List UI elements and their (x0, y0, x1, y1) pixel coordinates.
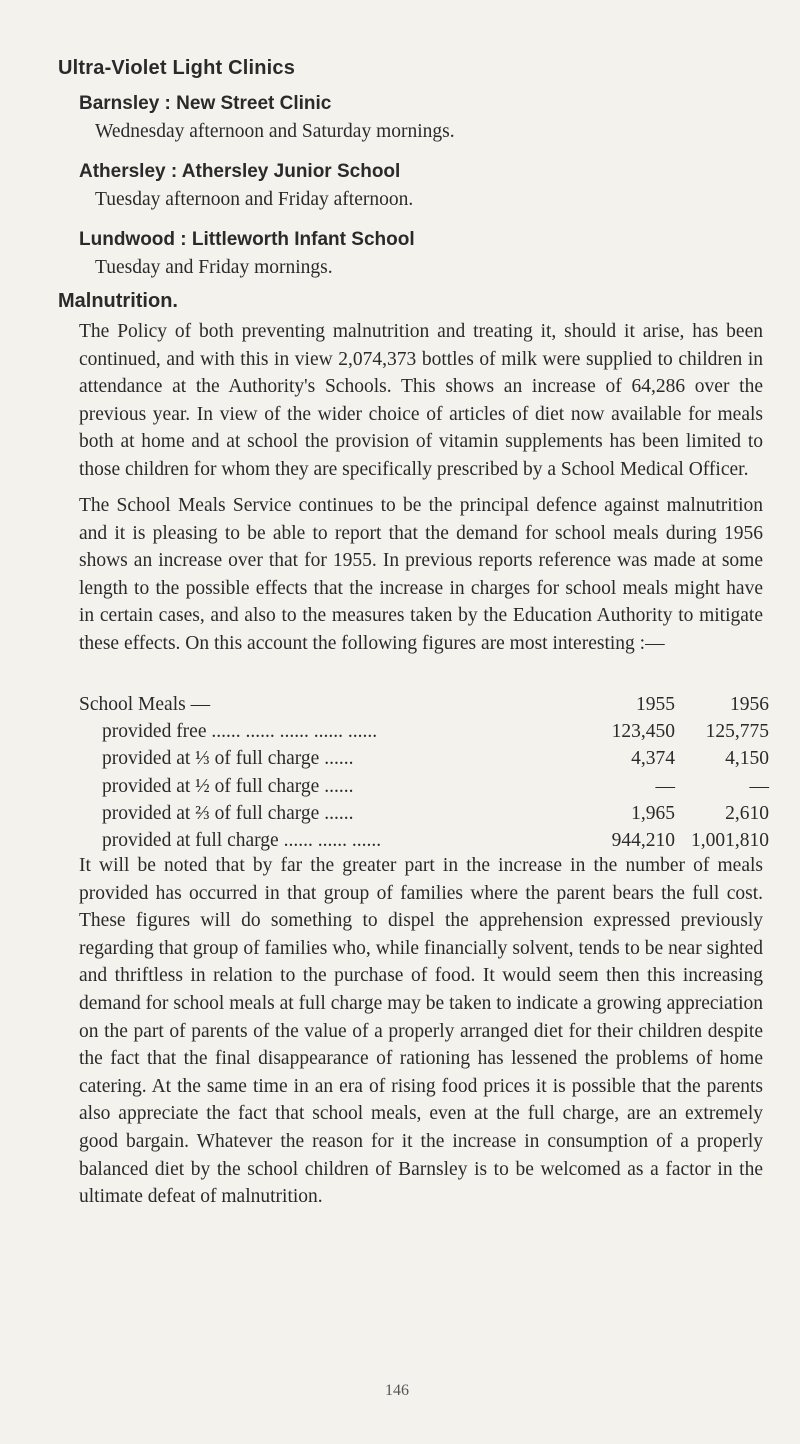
table-title: School Meals — (79, 694, 211, 715)
paragraph-conclusion: It will be noted that by far the greater part in the increase in the number of meals provided has occurred in that group of families where the parent bears the full cost. These figures will do something to dispel the apprehension expressed previously regarding that group of families who, while financially solvent, tends to be near sighted and thriftless in relation to the purchase of food. It would seem then this increasing demand for school meals at full charge may be taken to indicate a growing appreciation on the part of parents of the value of a properly arranged diet for their children despite the fact that the final disappearance of rationing has lessened the problems of home catering. At the same time in an era of rising food prices it is possible that the parents also appreciate the fact that school meals, even at the full charge, are an extremely good bargain. Whatever the reason for it the increase in consumption of a properly balanced diet by the school children of Barnsley is to be welcomed as a factor in the ultimate defeat of malnutrition. (79, 855, 763, 1208)
column-header-1956: 1956 (730, 694, 769, 715)
clinic-entry (79, 226, 779, 282)
cell-1955: 1,965 (631, 802, 675, 824)
section-heading-malnutrition: Malnutrition. (58, 290, 178, 312)
table-header-row (79, 694, 769, 721)
cell-1956: 2,610 (725, 802, 769, 824)
cell-1955: 123,450 (611, 721, 675, 743)
page-number: 146 (385, 1382, 409, 1399)
clinic-time: Wednesday afternoon and Saturday mornings. (95, 121, 455, 142)
table-row (79, 748, 769, 775)
cell-1955: 4,374 (631, 748, 675, 770)
clinic-name: Lundwood : Littleworth Infant School (79, 229, 415, 250)
table-row (79, 803, 769, 830)
clinic-name: Barnsley : New Street Clinic (79, 93, 332, 114)
row-label: provided free ...... ...... ...... ...... ...... (102, 721, 378, 743)
section-heading-uv-clinics: Ultra-Violet Light Clinics (58, 57, 296, 79)
table-row (79, 721, 769, 748)
column-header-1955: 1955 (636, 694, 675, 715)
clinic-time: Tuesday and Friday mornings. (95, 257, 333, 278)
cell-1956: — (749, 775, 769, 797)
row-label: provided at full charge ...... ...... ...... (102, 829, 382, 851)
cell-1955: 944,210 (611, 829, 675, 851)
clinic-name: Athersley : Athersley Junior School (79, 161, 401, 182)
school-meals-table (79, 694, 769, 857)
clinic-time: Tuesday afternoon and Friday afternoon. (95, 189, 414, 210)
clinic-entry (79, 90, 779, 146)
cell-1955: — (655, 775, 675, 797)
row-label: provided at ½ of full charge ...... (102, 775, 354, 797)
paragraph-milk-supply: The Policy of both preventing malnutrition and treating it, should it arise, has been continued, and with this in view 2,074,373 bottles of milk were supplied to children in attendance at the Authority's Schools. This shows an increase of 64,286 over the previous year. In view of the wider choice of articles of diet now available for meals both at home and at school the provision of vitamin supplements has been limited to those children for whom they are specifically prescribed by a School Medical Officer. (79, 321, 763, 480)
clinic-entry (79, 158, 779, 214)
row-label: provided at ⅓ of full charge ...... (102, 748, 354, 770)
paragraph-school-meals: The School Meals Service continues to be the principal defence against malnutrition and it is pleasing to be able to report that the demand for school meals during 1956 shows an increase over that for 1955. In previous reports reference was made at some length to the possible effects that the increase in charges for school meals might have in certain cases, and also to the measures taken by the Education Authority to mitigate these effects. On this account the following figures are most interesting :— (79, 495, 763, 654)
table-row (79, 776, 769, 803)
cell-1956: 125,775 (705, 721, 769, 743)
cell-1956: 1,001,810 (691, 829, 769, 851)
cell-1956: 4,150 (725, 748, 769, 770)
row-label: provided at ⅔ of full charge ...... (102, 802, 354, 824)
